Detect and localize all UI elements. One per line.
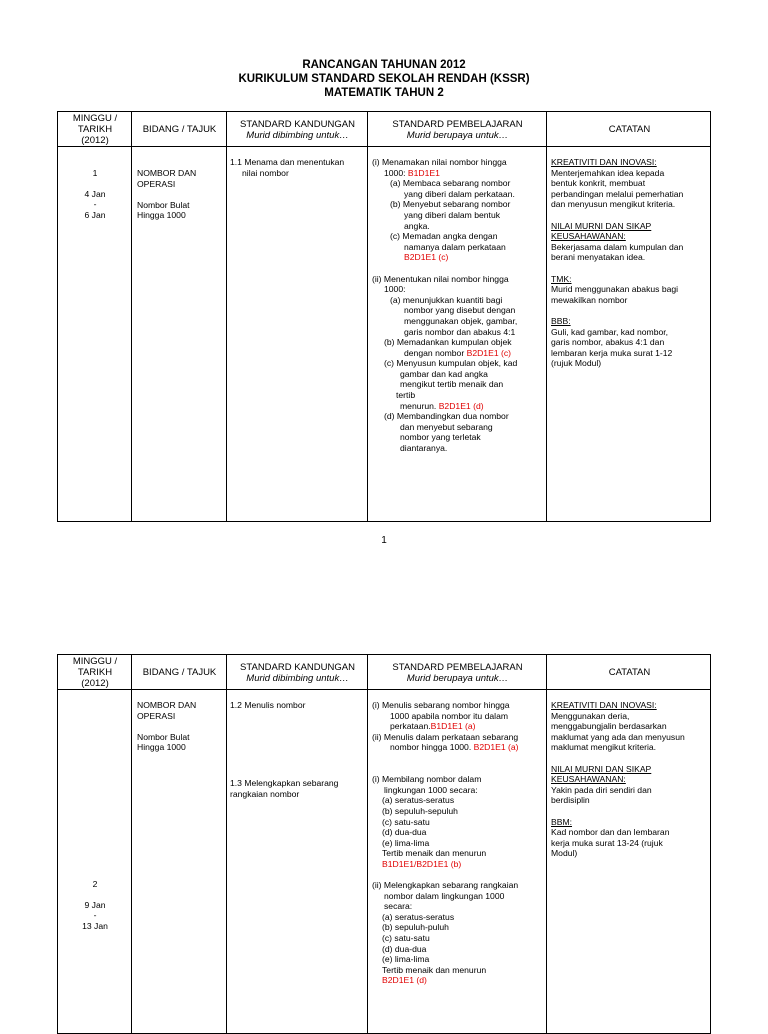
- pembelajaran-line: [372, 774, 544, 785]
- pembelajaran-line: [372, 721, 544, 732]
- catatan-heading: BBM:: [551, 816, 573, 827]
- pembelajaran-line: [372, 263, 544, 274]
- pembelajaran-line: [372, 252, 544, 263]
- bidang-line: NOMBOR DAN: [137, 168, 197, 178]
- pembelajaran-text: nombor yang terletak: [400, 432, 481, 443]
- header-minggu-l1: MINGGU /: [72, 113, 118, 124]
- catatan-heading: TMK:: [551, 273, 572, 284]
- pembelajaran-text: angka.: [404, 220, 430, 231]
- header-bidang: [132, 112, 227, 147]
- pembelajaran-line: [372, 753, 544, 764]
- catatan-line: [551, 753, 711, 764]
- catatan-line: [551, 806, 711, 817]
- header-minggu-l2: TARIKH: [77, 124, 113, 135]
- pembelajaran-text: tertib: [396, 390, 416, 401]
- catatan-line: menggabungjalin berdasarkan: [551, 721, 667, 732]
- pembelajaran-line: [372, 806, 544, 817]
- catatan-line: [551, 305, 711, 316]
- pembelajaran-line: [372, 221, 544, 232]
- pembelajaran-text: (a) seratus-seratus: [382, 795, 455, 806]
- catatan-cell: [551, 157, 711, 369]
- pembelajaran-text: mengikut tertib menaik dan: [400, 379, 504, 390]
- bidang-line: Nombor Bulat: [137, 731, 190, 742]
- header-catatan-label: CATATAN: [608, 124, 651, 135]
- pembelajaran-line: [372, 369, 544, 380]
- catatan-heading: NILAI MURNI DAN SIKAP: [551, 220, 652, 231]
- pembelajaran-text: (ii) Melengkapkan sebarang rangkaian: [372, 880, 519, 891]
- standard-code: B2D1E1 (c): [404, 252, 449, 263]
- header-bidang: [132, 655, 227, 690]
- week-number: 2: [92, 879, 98, 889]
- pembelajaran-line: [372, 954, 544, 965]
- header-pembelajaran: [368, 655, 547, 690]
- pembelajaran-line: [372, 764, 544, 775]
- header-kandungan-sub: Murid dibimbing untuk…: [246, 672, 349, 684]
- pembelajaran-text: dan menyebut sebarang: [400, 421, 493, 432]
- date-dash: -: [93, 910, 97, 921]
- bidang-line: Nombor Bulat: [137, 199, 190, 210]
- header-minggu: [58, 655, 132, 690]
- header-pembelajaran-sub: Murid berupaya untuk…: [406, 672, 509, 684]
- pembelajaran-text: (d) dua-dua: [382, 943, 427, 954]
- header-kandungan-label: STANDARD KANDUNGAN: [240, 118, 355, 130]
- standard-code: B1D1E1: [407, 167, 440, 178]
- header-bidang-label: BIDANG / TAJUK: [142, 667, 217, 678]
- pembelajaran-text: (c) Menyusun kumpulan objek, kad: [384, 358, 518, 369]
- header-pembelajaran-label: STANDARD PEMBELAJARAN: [392, 661, 523, 673]
- pembelajaran-line: [372, 817, 544, 828]
- pembelajaran-text: Tertib menaik dan menurun: [382, 964, 487, 975]
- pembelajaran-line: [372, 785, 544, 796]
- pembelajaran-line: [372, 975, 544, 986]
- kandungan-cell: [230, 700, 366, 711]
- pembelajaran-text: (c) Memadan angka dengan: [390, 231, 498, 242]
- pembelajaran-text: garis nombor dan abakus 4:1: [404, 326, 516, 337]
- bidang-spacer: [137, 189, 225, 200]
- catatan-line: Kad nombor dan dan lembaran: [551, 827, 670, 838]
- header-minggu-l3: (2012): [81, 135, 109, 146]
- pembelajaran-line: [372, 210, 544, 221]
- header-pembelajaran-sub: Murid berupaya untuk…: [406, 129, 509, 141]
- standard-code: B2D1E1 (d): [382, 975, 427, 986]
- pembelajaran-line: [372, 401, 544, 412]
- kandungan-line: 1.2 Menulis nombor: [230, 700, 306, 710]
- pembelajaran-text: diantaranya.: [400, 443, 448, 454]
- pembelajaran-line: [372, 358, 544, 369]
- catatan-line: Bekerjasama dalam kumpulan dan: [551, 241, 684, 252]
- pembelajaran-line: [372, 327, 544, 338]
- pembelajaran-line: [372, 838, 544, 849]
- pembelajaran-line: [372, 891, 544, 902]
- header-minggu-l3: (2012): [81, 678, 109, 689]
- pembelajaran-line: [372, 944, 544, 955]
- pembelajaran-line: [372, 284, 544, 295]
- header-bidang-label: BIDANG / TAJUK: [142, 124, 217, 135]
- bidang-line: Hingga 1000: [137, 210, 186, 221]
- catatan-line: perbandingan melalui pemerhatian: [551, 188, 684, 199]
- catatan-line: Menterjemahkan idea kepada: [551, 167, 665, 178]
- pembelajaran-text: 1000 apabila nombor itu dalam: [390, 710, 509, 721]
- bidang-line: OPERASI: [137, 710, 176, 721]
- pembelajaran-line: [372, 870, 544, 881]
- column-kandungan: [227, 655, 368, 1033]
- pembelajaran-text: lingkungan 1000 secara:: [384, 784, 478, 795]
- pembelajaran-line: [372, 189, 544, 200]
- pembelajaran-line: [372, 901, 544, 912]
- bidang-line: NOMBOR DAN: [137, 700, 197, 710]
- header-minggu: [58, 112, 132, 147]
- pembelajaran-line: [372, 379, 544, 390]
- catatan-line: [551, 263, 711, 274]
- pembelajaran-text: (b) sepuluh-puluh: [382, 922, 449, 933]
- pembelajaran-text: (b) Memadankan kumpulan objek: [384, 337, 512, 348]
- pembelajaran-line: [372, 337, 544, 348]
- pembelajaran-line: [372, 795, 544, 806]
- table-header: [58, 655, 710, 690]
- pembelajaran-text: (ii) Menulis dalam perkataan sebarang: [372, 731, 519, 742]
- pembelajaran-line: [372, 848, 544, 859]
- title-line-2: KURIKULUM STANDARD SEKOLAH RENDAH (KSSR): [238, 73, 530, 85]
- header-catatan: [547, 655, 712, 690]
- pembelajaran-line: [372, 411, 544, 422]
- date-dash: -: [93, 199, 97, 210]
- pembelajaran-line: [372, 242, 544, 253]
- pembelajaran-line: [372, 827, 544, 838]
- pembelajaran-line: [372, 711, 544, 722]
- pembelajaran-line: [372, 965, 544, 976]
- header-minggu-l1: MINGGU /: [72, 656, 118, 667]
- bidang-line: OPERASI: [137, 178, 176, 189]
- page-2: [0, 600, 768, 1024]
- pembelajaran-line: [372, 700, 544, 711]
- header-catatan: [547, 112, 712, 147]
- catatan-line: [551, 210, 711, 221]
- date-from: 4 Jan: [84, 188, 106, 199]
- catatan-line: berdisiplin: [551, 795, 590, 806]
- pembelajaran-line: [372, 443, 544, 454]
- header-kandungan: [227, 655, 368, 690]
- catatan-line: dan menyusun mengikut kriteria.: [551, 199, 676, 210]
- pembelajaran-text: (b) Menyebut sebarang nombor: [390, 199, 511, 210]
- week-cell: [58, 879, 132, 931]
- pembelajaran-text: (ii) Menentukan nilai nombor hingga: [372, 273, 509, 284]
- date-to: 13 Jan: [82, 920, 108, 931]
- pembelajaran-text: (i) Menamakan nilai nombor hingga: [372, 157, 507, 167]
- pembelajaran-line: [372, 316, 544, 327]
- page-number: 1: [381, 535, 387, 546]
- kandungan-line: 1.3 Melengkapkan sebarang: [230, 778, 339, 788]
- kandungan-cell: [230, 157, 366, 178]
- bidang-spacer: [137, 721, 225, 732]
- kandungan-line: nilai nombor: [242, 167, 289, 178]
- pembelajaran-line: [372, 157, 544, 168]
- pembelajaran-line: [372, 274, 544, 285]
- pembelajaran-text: Tertib menaik dan menurun: [382, 848, 487, 859]
- catatan-heading: KEUSAHAWANAN:: [551, 774, 626, 785]
- pembelajaran-text: 1000:: [384, 284, 406, 295]
- catatan-line: Murid menggunakan abakus bagi: [551, 284, 679, 295]
- pembelajaran-text: (b) sepuluh-sepuluh: [382, 805, 458, 816]
- pembelajaran-text: (c) satu-satu: [382, 933, 430, 944]
- catatan-heading: KREATIVITI DAN INOVASI:: [551, 157, 657, 167]
- catatan-line: kerja muka surat 13-24 (rujuk: [551, 837, 663, 848]
- catatan-line: berani menyatakan idea.: [551, 252, 646, 263]
- pembelajaran-line: [372, 422, 544, 433]
- pembelajaran-line: [372, 168, 544, 179]
- pembelajaran-text: (c) satu-satu: [382, 816, 430, 827]
- pembelajaran-line: [372, 178, 544, 189]
- pembelajaran-cell: [372, 157, 544, 454]
- week-number: 1: [92, 168, 98, 178]
- header-pembelajaran-label: STANDARD PEMBELAJARAN: [392, 118, 523, 130]
- pembelajaran-line: [372, 432, 544, 443]
- standard-code: B1D1E1/B2D1E1 (b): [382, 858, 462, 869]
- header-kandungan: [227, 112, 368, 147]
- pembelajaran-line: [372, 231, 544, 242]
- pembelajaran-line: [372, 199, 544, 210]
- bidang-cell: [137, 168, 225, 221]
- plan-table-week-2: [57, 654, 711, 1034]
- pembelajaran-text: (a) seratus-seratus: [382, 911, 455, 922]
- header-minggu-l2: TARIKH: [77, 667, 113, 678]
- pembelajaran-text: menurun.: [400, 400, 439, 411]
- pembelajaran-text: menggunakan objek, gambar,: [404, 315, 518, 326]
- plan-table-week-1: [57, 111, 711, 522]
- catatan-line: Menggunakan deria,: [551, 710, 630, 721]
- pembelajaran-text: dengan nombor: [404, 347, 467, 358]
- pembelajaran-text: (i) Membilang nombor dalam: [372, 774, 482, 785]
- pembelajaran-text: (e) lima-lima: [382, 837, 430, 848]
- week-cell: [58, 168, 132, 220]
- pembelajaran-line: [372, 295, 544, 306]
- catatan-line: Guli, kad gambar, kad nombor,: [551, 326, 669, 337]
- column-minggu: [58, 655, 132, 1033]
- pembelajaran-line: [372, 305, 544, 316]
- catatan-line: bentuk konkrit, membuat: [551, 178, 646, 189]
- pembelajaran-text: yang diberi dalam bentuk: [404, 209, 501, 220]
- title-line-3: MATEMATIK TAHUN 2: [324, 87, 444, 99]
- catatan-line: Yakin pada diri sendiri dan: [551, 784, 652, 795]
- pembelajaran-text: (i) Menulis sebarang nombor hingga: [372, 700, 510, 710]
- catatan-line: mewakilkan nombor: [551, 294, 628, 305]
- standard-code: B2D1E1 (a): [473, 742, 519, 753]
- catatan-line: maklumat yang ada dan menyusun: [551, 731, 685, 742]
- date-to: 6 Jan: [84, 209, 106, 220]
- pembelajaran-text: nombor hingga 1000.: [390, 742, 474, 753]
- pembelajaran-text: (a) Membaca sebarang nombor: [390, 178, 511, 189]
- catatan-line: maklumat mengikut kriteria.: [551, 742, 657, 753]
- catatan-heading: BBB:: [551, 315, 571, 326]
- pembelajaran-text: nombor dalam lingkungan 1000: [384, 890, 505, 901]
- pembelajaran-line: [372, 922, 544, 933]
- pembelajaran-line: [372, 742, 544, 753]
- header-catatan-label: CATATAN: [608, 667, 651, 678]
- standard-code: B2D1E1 (c): [466, 347, 512, 358]
- catatan-line: garis nombor, abakus 4:1 dan: [551, 337, 665, 348]
- pembelajaran-line: [372, 390, 544, 401]
- pembelajaran-line: [372, 732, 544, 743]
- pembelajaran-text: namanya dalam perkataan: [404, 241, 506, 252]
- pembelajaran-text: (d) dua-dua: [382, 827, 427, 838]
- date-from: 9 Jan: [84, 899, 106, 910]
- catatan-line: lembaran kerja muka surat 1-12: [551, 347, 673, 358]
- pembelajaran-line: [372, 912, 544, 923]
- pembelajaran-text: nombor yang disebut dengan: [404, 305, 516, 316]
- pembelajaran-text: (e) lima-lima: [382, 954, 430, 965]
- pembelajaran-text: gambar dan kad angka: [400, 368, 488, 379]
- pembelajaran-line: [372, 933, 544, 944]
- bidang-cell: [137, 700, 225, 753]
- pembelajaran-text: secara:: [384, 901, 413, 912]
- kandungan-line: 1.1 Menama dan menentukan: [230, 157, 345, 167]
- table-header: [58, 112, 710, 147]
- standard-code: B1D1E1 (a): [430, 721, 476, 732]
- catatan-heading: KEUSAHAWANAN:: [551, 231, 626, 242]
- pembelajaran-line: [372, 880, 544, 891]
- pembelajaran-text: (d) Membandingkan dua nombor: [384, 411, 509, 422]
- header-kandungan-sub: Murid dibimbing untuk…: [246, 129, 349, 141]
- catatan-heading: KREATIVITI DAN INOVASI:: [551, 700, 657, 710]
- catatan-line: (rujuk Modul): [551, 358, 602, 369]
- title-line-1: RANCANGAN TAHUNAN 2012: [302, 59, 466, 71]
- catatan-line: Modul): [551, 848, 578, 859]
- pembelajaran-line: [372, 348, 544, 359]
- header-kandungan-label: STANDARD KANDUNGAN: [240, 661, 355, 673]
- pembelajaran-cell: [372, 700, 544, 986]
- pembelajaran-text: perkataan.: [390, 721, 431, 732]
- pembelajaran-text: 1000:: [384, 167, 408, 178]
- catatan-cell: [551, 700, 711, 859]
- pembelajaran-text: yang diberi dalam perkataan.: [404, 188, 515, 199]
- pembelajaran-line: [372, 859, 544, 870]
- kandungan-cell-b: [230, 778, 366, 799]
- standard-code: B2D1E1 (d): [438, 400, 484, 411]
- document-title: [0, 58, 768, 100]
- kandungan-line: rangkaian nombor: [230, 788, 300, 799]
- pembelajaran-text: (a) menunjukkan kuantiti bagi: [390, 294, 503, 305]
- bidang-line: Hingga 1000: [137, 742, 186, 753]
- header-pembelajaran: [368, 112, 547, 147]
- catatan-heading: NILAI MURNI DAN SIKAP: [551, 763, 652, 774]
